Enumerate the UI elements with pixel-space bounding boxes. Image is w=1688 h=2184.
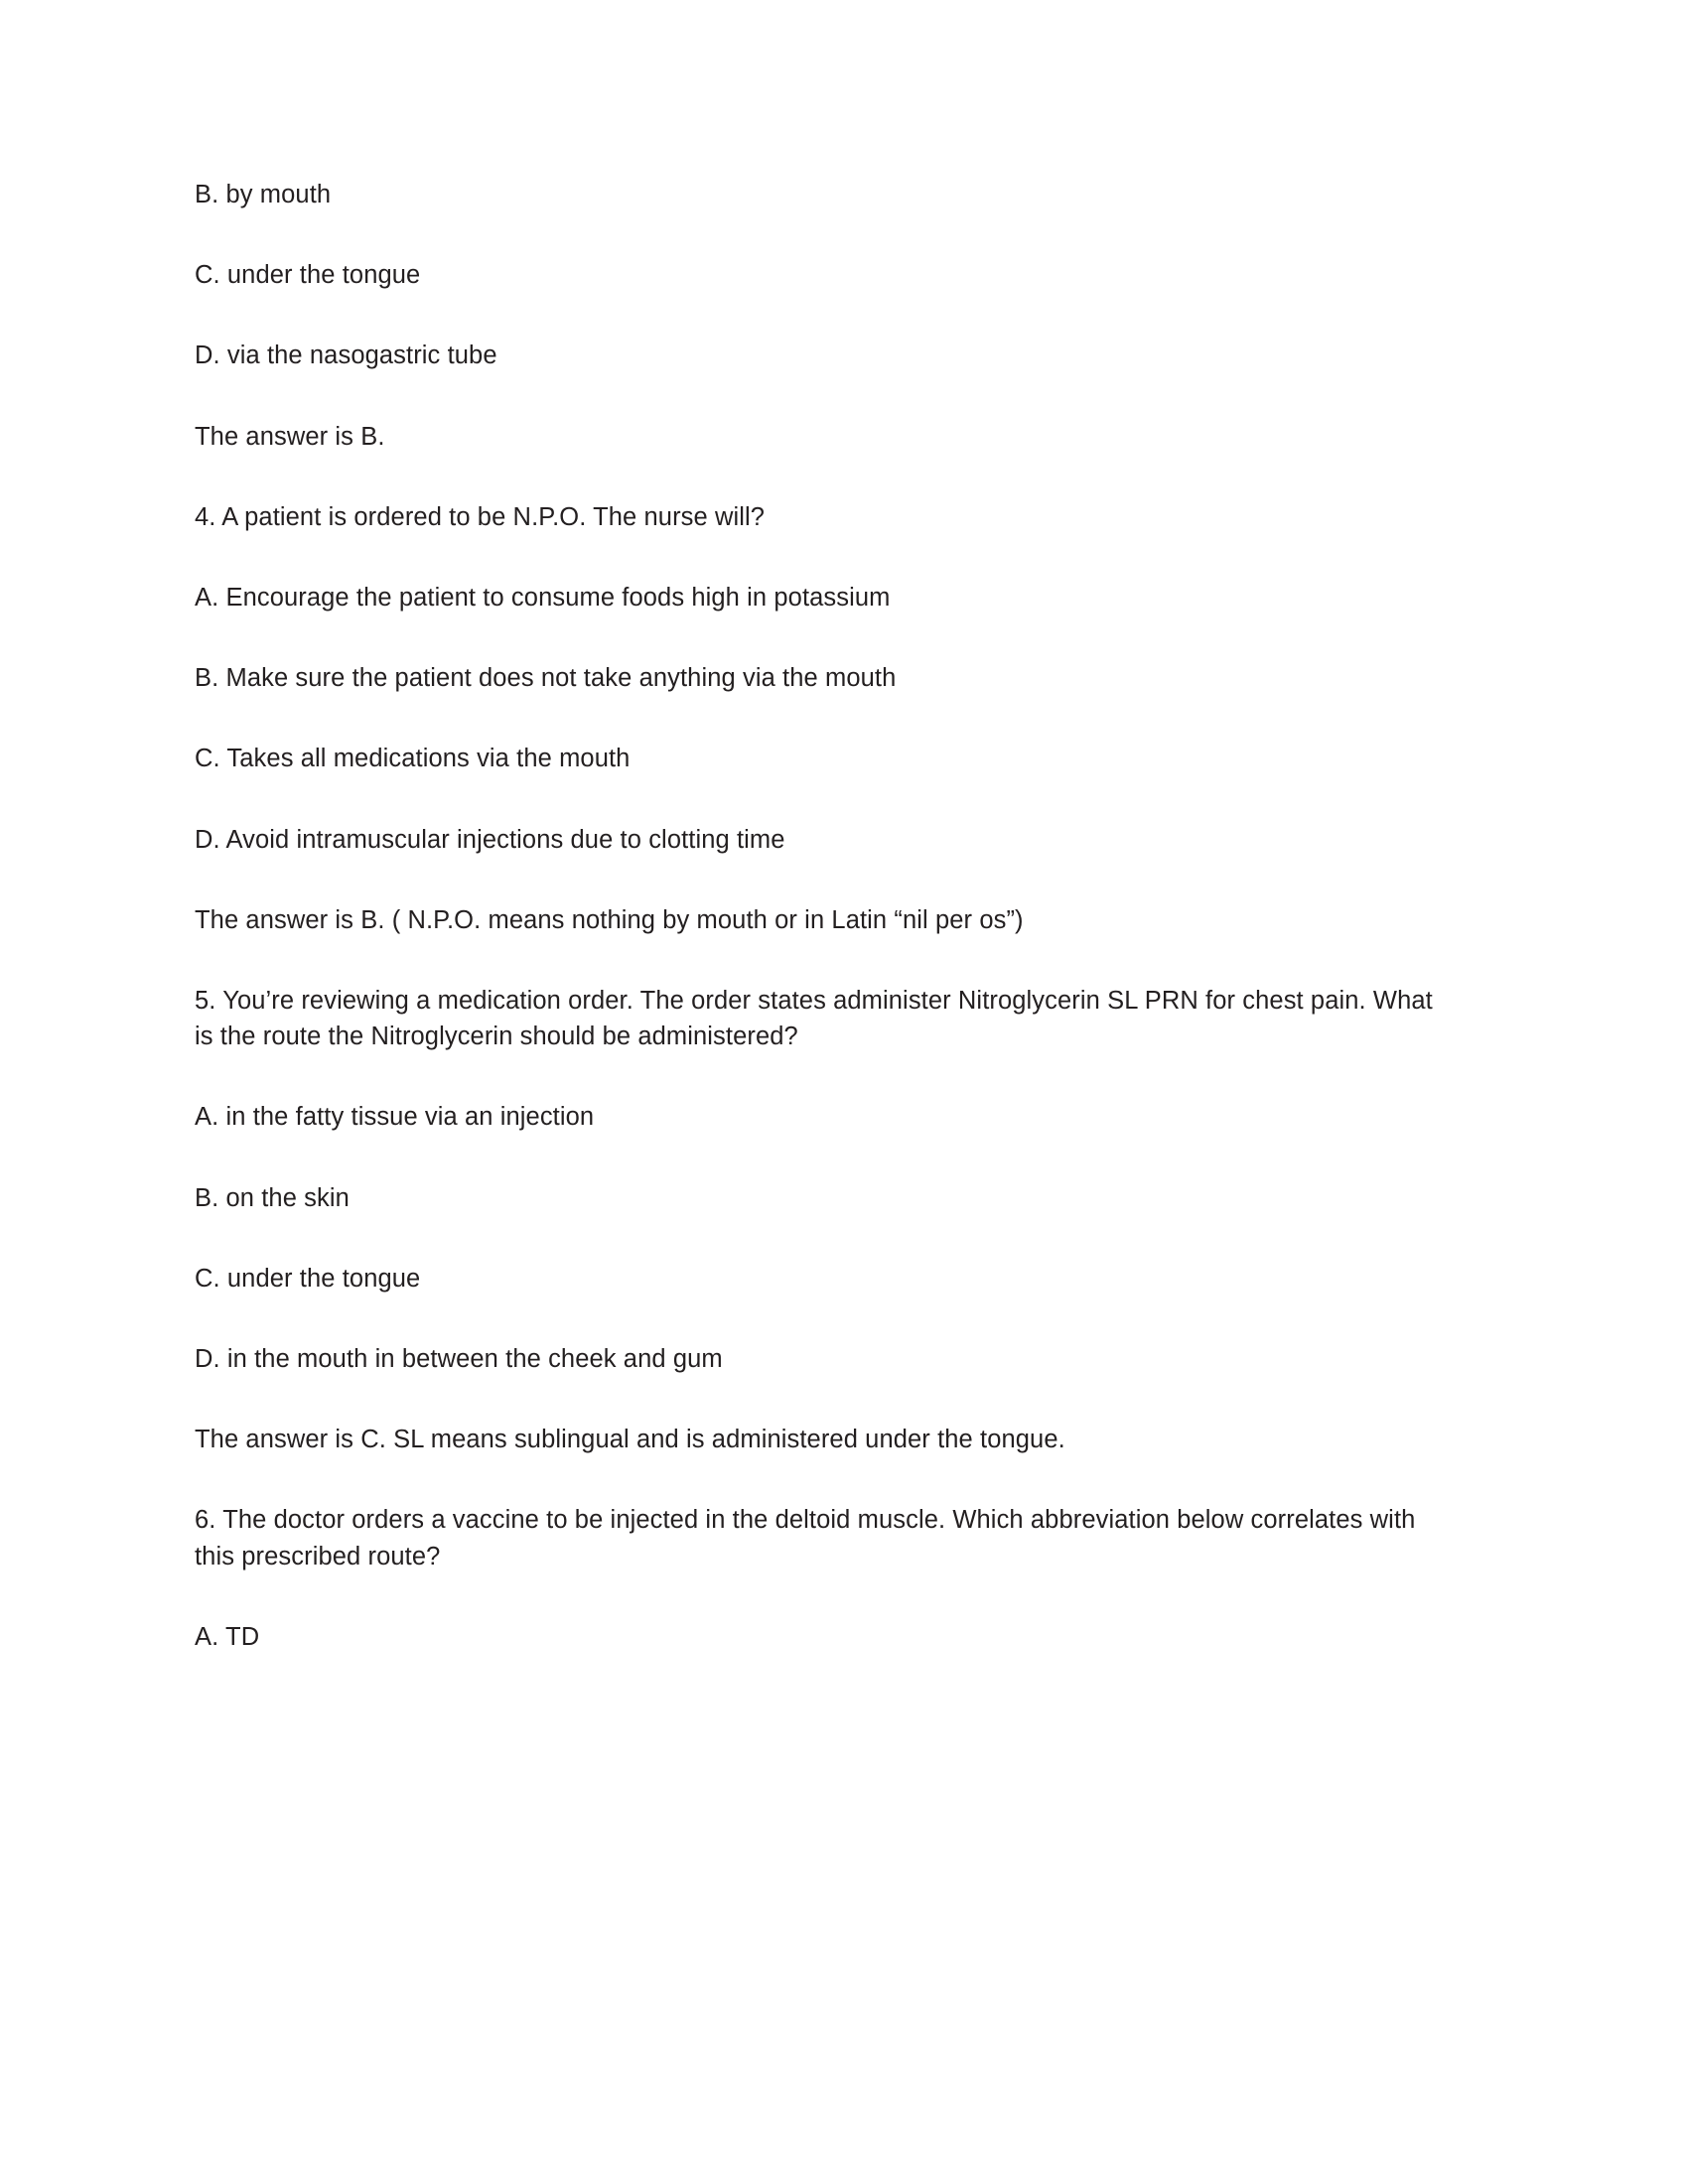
paragraph: D. via the nasogastric tube (195, 341, 497, 370)
paragraph: 5. You’re reviewing a medication order. The order states administer Nitroglycerin SL PRN for chest pain. What is the route the Nitroglycerin should be administered? (195, 987, 1433, 1051)
paragraph: The answer is B. (195, 422, 385, 451)
paragraph: C. Takes all medications via the mouth (195, 745, 631, 773)
paragraph: B. Make sure the patient does not take anything via the mouth (195, 664, 897, 693)
paragraph: B. on the skin (195, 1183, 350, 1212)
paragraph: D. Avoid intramuscular injections due to clotting time (195, 825, 785, 854)
paragraph: A. Encourage the patient to consume foods high in potassium (195, 584, 891, 613)
paragraph: A. TD (195, 1622, 260, 1651)
paragraph: A. in the fatty tissue via an injection (195, 1103, 595, 1132)
paragraph: C. under the tongue (195, 1264, 421, 1293)
paragraph: B. by mouth (195, 181, 332, 208)
document-body (195, 177, 1451, 1655)
paragraph: The answer is C. SL means sublingual and is administered under the tongue. (195, 1426, 1065, 1454)
paragraph: 6. The doctor orders a vaccine to be injected in the deltoid muscle. Which abbreviation below correlates with this prescribed route? (195, 1506, 1416, 1570)
paragraph: The answer is B. ( N.P.O. means nothing by mouth or in Latin “nil per os”) (195, 905, 1024, 934)
paragraph: 4. A patient is ordered to be N.P.O. The nurse will? (195, 502, 766, 531)
paragraph: C. under the tongue (195, 261, 421, 290)
paragraph: D. in the mouth in between the cheek and gum (195, 1345, 723, 1374)
